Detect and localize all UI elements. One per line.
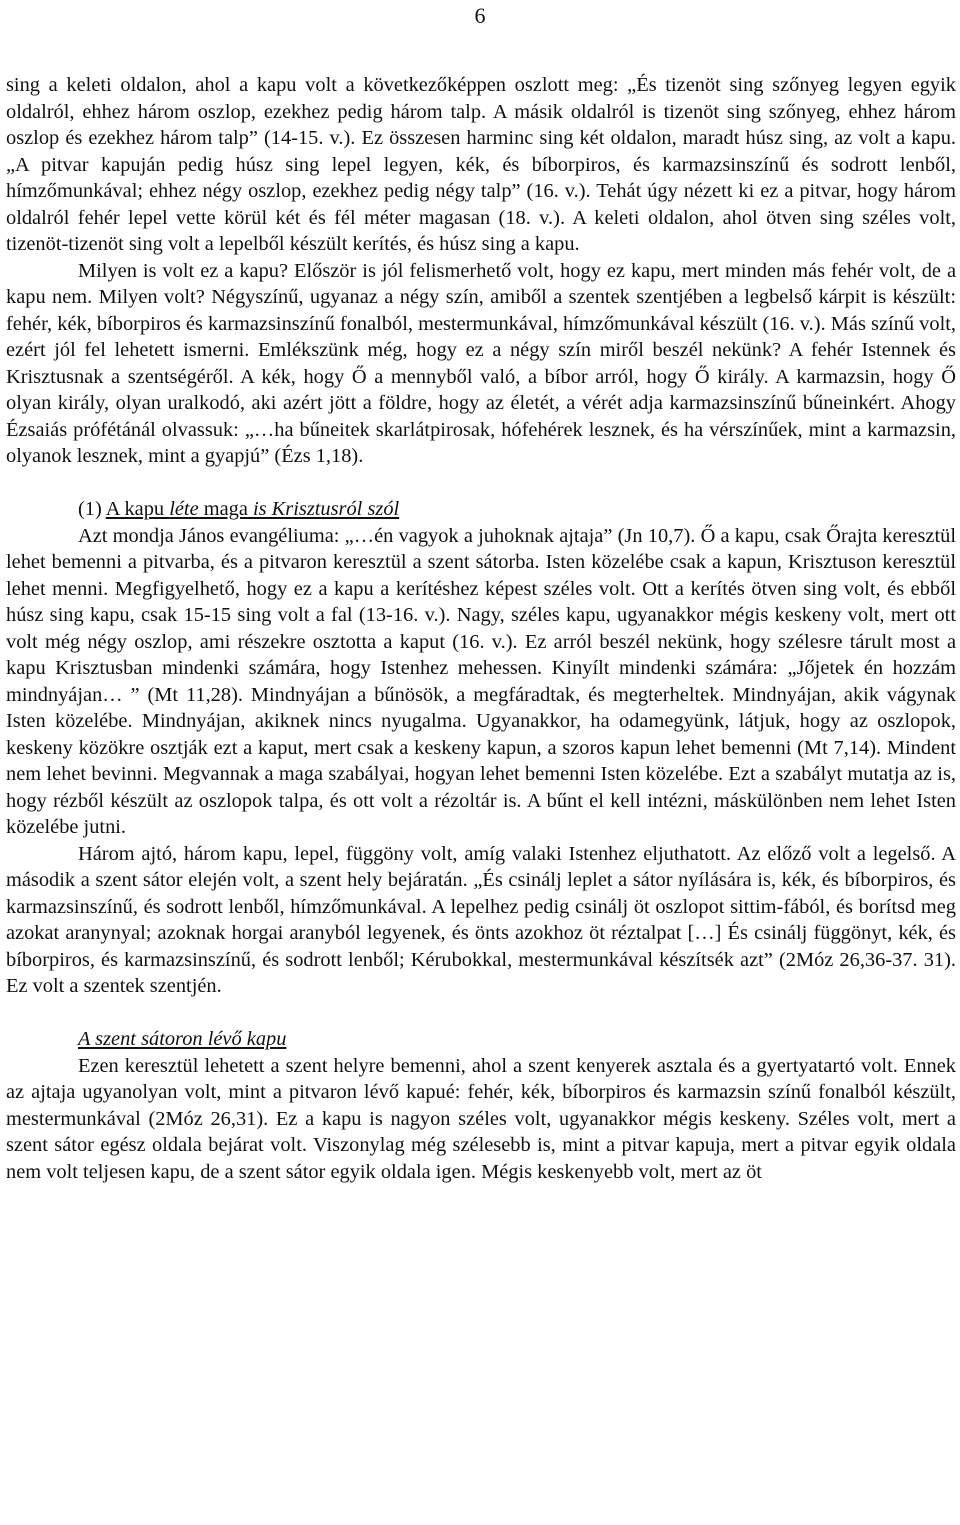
heading-1-part-3: maga — [198, 498, 253, 520]
section-spacer — [6, 470, 956, 497]
paragraph-3: Azt mondja János evangéliuma: „…én vagyok a juhoknak ajtaja” (Jn 10,7). Ő a kapu, csak Őrajta keresztül lehet bemenni a pitvarba, és a pitvaron keresztül a szent sátorba. Isten közelébe csak a kapun, Krisztuson keresztül lehet menni. Megfigyelhető, hogy ez a kapu a kerítéshez képest széles volt. Ott a kerítés ötven sing volt, és ebből húsz sing kapu, csak 15-15 sing volt a fal (13-16. v.). Nagy, széles kapu, ugyanakkor mégis keskeny volt, mert ott volt még négy oszlop, ami részekre osztotta a kaput (16. v.). Ez arról beszél nekünk, hogy szélesre tárult most a kapu Krisztusban mindenki számára, hogy Istenhez mehessen. Kinyílt mindenki számára: „Jőjetek én hozzám mindnyájan… ” (Mt 11,28). Mindnyájan a bűnösök, a megfáradtak, és megterheltek. Mindnyájan, akik vágynak Isten közelébe. Mindnyájan, akiknek nincs nyugalma. Ugyanakkor, ha odamegyünk, látjuk, hogy az oszlopok, keskeny közökre osztják ezt a kaput, mert csak a keskeny kapun, a szoros kapun lehet bemenni (Mt 7,14). Mindent nem lehet bevinni. Megvannak a maga szabályai, hogyan lehet bemenni Isten közelébe. Ezt a szabályt mutatja az is, hogy rézből készült az oszlopok talpa, és ott volt a rézoltár is. A bűnt el kell intézni, máskülönben nem lehet Isten közelébe jutni. — [6, 524, 956, 838]
section-heading-2: A szent sátoron lévő kapu — [78, 1028, 287, 1050]
document-body — [6, 72, 956, 1185]
heading-1-prefix: (1) — [78, 498, 106, 520]
paragraph-4: Három ajtó, három kapu, lepel, függöny volt, amíg valaki Istenhez eljuthatott. Az előző volt a legelső. A második a szent sátor elején volt, a szent hely bejáratán. „És csinálj leplet a sátor nyílására is, kék, és bíborpiros, és karmazsinszínű, és sodrott lenből, hímzőmunkával. A lepelhez pedig csinálj öt oszlopot sittim-fából, és borítsd meg azokat aranynyal; azoknak horgai aranyból legyenek, és önts azokhoz öt réztalpat […] És csinálj függönyt, kék, és bíborpiros, és karmazsinszínű, és sodrott lenből; Kérubokkal, mestermunkával készítsék azt” (2Móz 26,36-37. 31). Ez volt a szentek szentjén. — [6, 842, 956, 997]
paragraph-2: Milyen is volt ez a kapu? Először is jól felismerhető volt, hogy ez kapu, mert minden más fehér volt, de a kapu nem. Milyen volt? Négyszínű, ugyanaz a négy szín, amiből a szentek szentjében a legbelső kárpit is készült: fehér, kék, bíborpiros és karmazsinszínű fonalból, mestermunkával, hímzőmunkával készült (16. v.). Más színű volt, ezért jól fel lehetett ismerni. Emlékszünk még, hogy ez a négy szín miről beszél nekünk? A fehér Istennek és Krisztusnak a szentségéről. A kék, hogy Ő a mennyből való, a bíbor arról, hogy Ő király. A karmazsin, hogy Ő olyan király, olyan uralkodó, aki azért jött a földre, hogy az életét, a vérét adja karmazsinszínű bűneinkért. Ahogy Ézsaiás prófétánál olvassuk: „…ha bűneitek skarlátpirosak, hófehérek lesznek, és ha vérszínűek, mint a karmazsin, olyanok lesznek, mint a gyapjú” (Ézs 1,18). — [6, 259, 956, 467]
section-heading-1 — [6, 496, 956, 523]
heading-1-part-4: is Krisztusról szól — [252, 498, 400, 520]
section-spacer-2 — [6, 1000, 956, 1027]
heading-1-part-2: léte — [169, 498, 199, 520]
heading-1-part-1: A kapu — [105, 498, 170, 520]
paragraph-1: sing a keleti oldalon, ahol a kapu volt a következőképpen oszlott meg: „És tizenöt sing szőnyeg legyen egyik oldalról, ehhez három oszlop, ezekhez pedig három talp. A másik oldalról is tizenöt sing szőnyeg, ehhez három oszlop és ezekhez három talp” (14-15. v.). Ez összesen harminc sing két oldalon, maradt húsz sing, az volt a kapu. „A pitvar kapuján pedig húsz sing lepel legyen, kék, és bíborpiros, és karmazsinszínű és sodrott lenből, hímzőmunkával; ehhez négy oszlop, ezekhez pedig négy talp” (16. v.). Tehát úgy nézett ki ez a pitvar, hogy három oldalról fehér lepel vette körül két és fél méter magasan (18. v.). A keleti oldalon, ahol ötven sing széles volt, tizenöt-tizenöt sing volt a lepelből készült kerítés, és húsz sing a kapu. — [6, 74, 956, 255]
paragraph-5: Ezen keresztül lehetett a szent helyre bemenni, ahol a szent kenyerek asztala és a gyertyatartó volt. Ennek az ajtaja ugyanolyan volt, mint a pitvaron lévő kapué: fehér, kék, bíborpiros és karmazsin színű fonalból készült, mestermunkával (2Móz 26,31). Ez a kapu is nagyon széles volt, ugyanakkor mégis keskeny. Széles volt, mert a szent sátor egész oldala bejárat volt. Viszonylag még szélesebb is, mint a pitvar kapuja, mert a pitvar egyik oldala nem volt teljesen kapu, de a szent sátor egyik oldala igen. Mégis keskenyebb volt, mert az öt — [6, 1054, 956, 1183]
page-number: 6 — [474, 3, 486, 28]
